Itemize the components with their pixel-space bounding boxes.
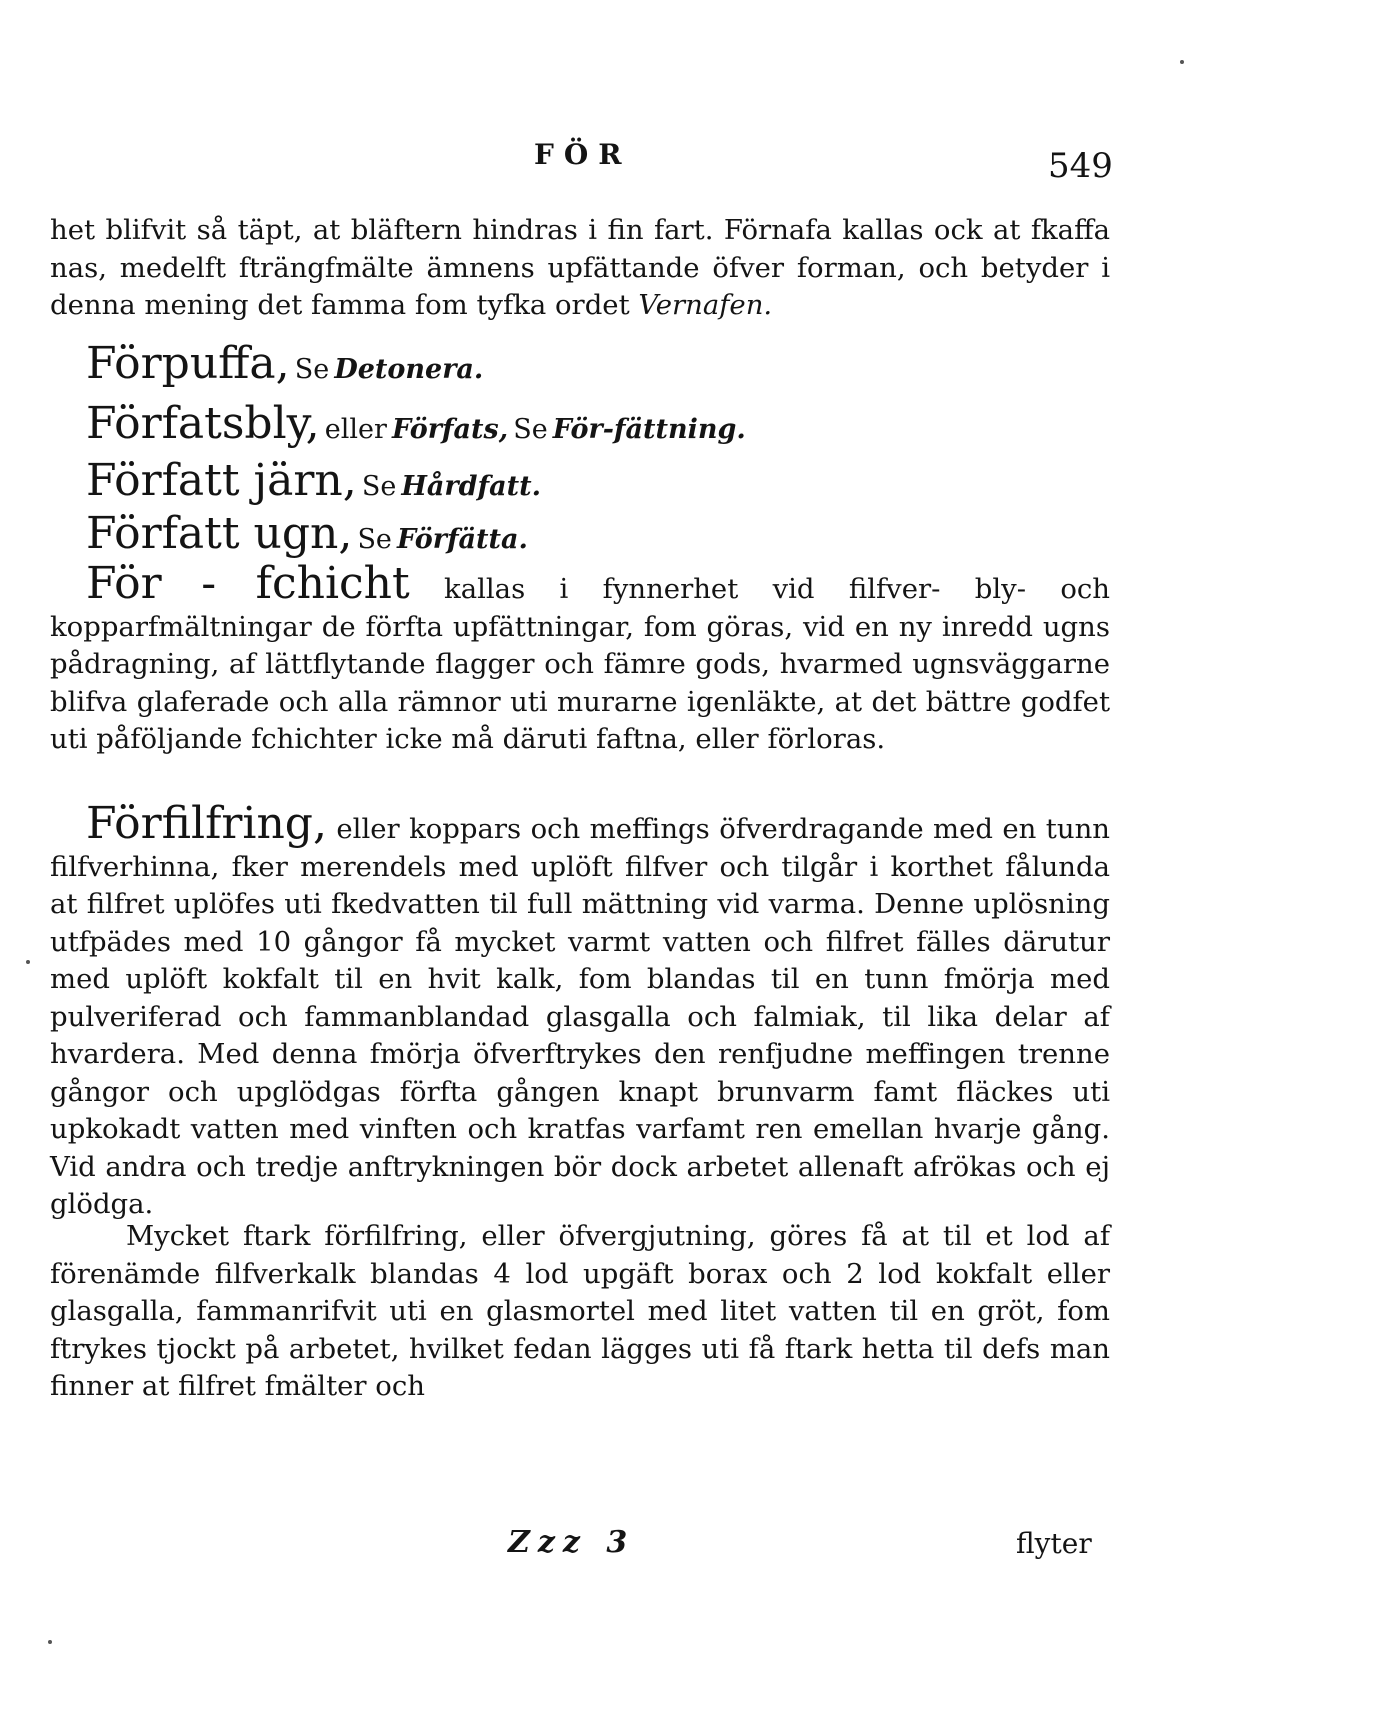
page-number: 549: [1048, 146, 1113, 186]
see-label: Se: [361, 471, 397, 502]
entry-text: kallas i fynnerhet vid filfver- bly- och kopparfmältningar de förfta upfättningar, fom göras, vid en ny inredd ugns pådragning, af lättflytande flagger och fämre gods, hvarmed ugnsväggarne blifva glaferade och alla rämnor uti murarne igenläkte, at det bättre godfet uti påföljande fchichter icke må däruti faftna, eller förloras.: [50, 573, 1110, 755]
continued-paragraph: [50, 212, 1110, 325]
entry-forsatt-ugn: [86, 510, 528, 558]
or-label: eller: [324, 414, 387, 445]
catchword: flyter: [1016, 1527, 1092, 1560]
page-footer: [0, 1525, 1400, 1575]
continued-text: het blifvit så täpt, at bläftern hindras i fin fart. Förnafa kallas ock at fkaffa nas, medelft fträngfmälte ämnens upfättande öfver forman, och betyder i denna mening det famma fom tyfka ordet: [50, 214, 1110, 321]
forsilfring-paragraph-2: [50, 1218, 1110, 1406]
headword: Förfatsbly,: [86, 398, 320, 449]
see-label: Se: [357, 524, 392, 555]
page-header: [0, 130, 1400, 190]
cross-reference: Detonera.: [334, 354, 484, 385]
entry-text: Mycket ftark förfilfring, eller öfvergjutning, göres få at til et lod af förenämde filfverkalk blandas 4 lod upgäft borax och 2 lod kokfalt eller glasgalla, fammanrifvit uti en glasmortel med litet vatten til en gröt, fom ftrykes tjockt på arbetet, hvilket fedan lägges uti få ftark hetta til defs man finner at filfret fmälter och: [50, 1220, 1110, 1402]
paper-speck: [1180, 60, 1184, 64]
paper-speck: [48, 1640, 52, 1644]
entry-text: eller koppars och meffings öfverdragande med en tunn filfverhinna, fker merendels med uplöft filfver och tilgår i korthet fålunda at filfret uplöfes uti fkedvatten til full mättning vid varma. Denne uplösning utfpädes med 10 gångor få mycket varmt vatten och filfret fälles därutur med uplöft kokfalt til en hvit kalk, fom blandas til en tunn fmörja med pulveriferad och fammanblandad glasgalla och falmiak, til lika delar af hvardera. Med denna fmörja öfverftrykes den renfjudne meffingen trenne gångor och upglödgas förfta gången knapt brunvarm famt fläckes uti upkokadt vatten med vinften och kratfas varfamt ren emellan hvarje gång. Vid andra och tredje anftrykningen bör dock arbetet allenaft afrökas och ej glödga.: [50, 813, 1110, 1220]
cross-reference: Hårdfatt.: [401, 471, 541, 502]
see-label: Se: [294, 354, 330, 385]
cross-reference: Förfätta.: [397, 524, 528, 555]
entry-forsatt-jarn: [86, 457, 541, 505]
continued-italic-word: Vernafen.: [638, 289, 773, 321]
entry-forschicht: [50, 558, 1110, 759]
entry-forpuffa: [86, 340, 483, 388]
cross-reference: Förfats,: [392, 414, 509, 445]
see-label: Se: [513, 414, 548, 445]
entry-forsatsbly: [86, 400, 746, 448]
headword: Förpuffa,: [86, 338, 290, 389]
entry-forsilfring: [50, 798, 1110, 1224]
headword: Förfilfring,: [86, 798, 327, 849]
running-head: FÖR: [534, 138, 632, 171]
headword: Författ ugn,: [86, 508, 353, 559]
headword: För - fchicht: [86, 558, 410, 609]
cross-reference: För-fättning.: [552, 414, 746, 445]
headword: Författ järn,: [86, 455, 357, 506]
paper-speck: [26, 960, 30, 964]
signature-mark: Zzz 3: [508, 1525, 636, 1560]
